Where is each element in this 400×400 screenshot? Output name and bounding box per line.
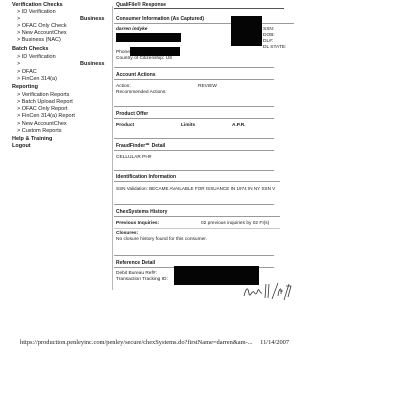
nav-divider [112, 6, 113, 290]
dl-state-label: DL STATE: [263, 45, 287, 50]
product-offer-title: Product Offer [116, 111, 149, 117]
redaction-block [130, 47, 180, 56]
chexsystems-title: ChexSystems History [116, 209, 168, 215]
nav-reporting[interactable]: Reporting [12, 84, 38, 90]
nav-batch-checks[interactable]: Batch Checks [12, 46, 49, 52]
ssn-validation-text: SSN Validation: BECAME AVAILABLE FOR ISSUANCE IN 1974 IN NY SSN V [116, 186, 276, 191]
section-divider [114, 106, 274, 107]
nav-ofac-only-report[interactable]: > OFAC Only Report [17, 106, 68, 112]
nav-ofac-only-check[interactable]: > OFAC Only Check [17, 23, 67, 29]
ssn-label: SSN: [263, 27, 275, 32]
nav-business-arrow: > [17, 16, 21, 22]
nav-fincen-report[interactable]: > FinCen 314(a) Report [17, 113, 75, 119]
section-divider [114, 118, 274, 119]
section-divider [114, 67, 274, 68]
consumer-info-divider [114, 23, 294, 24]
debit-bureau-ref-label: Debit Bureau Ref#: [116, 271, 157, 276]
section-divider [114, 150, 274, 151]
dl-label: DL#: [263, 39, 274, 44]
section-divider [114, 255, 274, 256]
section-divider [114, 138, 274, 139]
page-heading: QualiFile® Response [116, 2, 167, 8]
nav-batch-fincen[interactable]: > FinCen 314(a) [17, 76, 57, 82]
reference-detail-title: Reference Detail [116, 260, 156, 266]
closures-label: Closures: [116, 231, 139, 236]
nav-batch-id-verification[interactable]: > ID Verification [17, 54, 56, 60]
action-label: Action: [116, 84, 131, 89]
previous-inquiries-value: 02 previous inquiries by 02 FI(s) [201, 221, 270, 226]
nav-id-verification[interactable]: > ID Verification [17, 9, 56, 15]
page-url-footer [20, 339, 289, 346]
phone-label: Phone [116, 50, 130, 55]
nav-business-nac[interactable]: > Business (NAC) [17, 37, 61, 43]
redaction-block [231, 16, 262, 46]
nav-business[interactable]: Business [80, 16, 105, 22]
product-column-header: Product [116, 123, 135, 128]
heading-divider [114, 8, 284, 9]
transaction-tracking-label: Transaction Tracking ID: [116, 277, 168, 282]
nav-batch-business-arrow: > [17, 61, 21, 67]
print-date: 11/14/2007 [260, 339, 290, 346]
nav-batch-upload-report[interactable]: > Batch Upload Report [17, 99, 73, 105]
nav-custom-reports[interactable]: > Custom Reports [17, 128, 62, 134]
apr-column-header: A.P.R. [232, 123, 246, 128]
fraudfinder-title: FraudFinder℠ Detail [116, 143, 166, 149]
previous-inquiries-label: Previous Inquiries: [116, 221, 160, 226]
section-divider [114, 181, 280, 182]
recommended-actions-label: Recommended Actions: [116, 90, 167, 95]
nav-new-accountchex[interactable]: > New AccountChex [17, 30, 67, 36]
handwritten-signature-icon [242, 280, 292, 302]
page-url: https://production.penleyinc.com/penley/secure/chexSystems.do?firstName=darren&am-... [20, 339, 253, 346]
closures-value: No closure history found for this consumer. [116, 237, 207, 242]
section-divider [114, 216, 280, 217]
identification-title: Identification Information [116, 174, 176, 180]
section-divider [114, 79, 274, 80]
country-label: Country of Citizenship: US [116, 56, 173, 61]
account-actions-title: Account Actions [116, 72, 156, 78]
consumer-info-title: Consumer Information (As Captured) [116, 16, 205, 22]
row-divider [114, 228, 280, 229]
limits-column-header: Limits [181, 123, 196, 128]
nav-logout[interactable]: Logout [12, 143, 31, 149]
consumer-name: darren indyke [116, 27, 148, 32]
nav-verification-reports[interactable]: > Verification Reports [17, 92, 70, 98]
action-value: REVIEW [198, 84, 217, 89]
nav-new-accountchex-report[interactable]: > New AccountChex [17, 121, 67, 127]
dob-label: DOB: [263, 33, 275, 38]
section-divider [114, 204, 274, 205]
nav-batch-ofac[interactable]: > OFAC [17, 69, 37, 75]
nav-help-training[interactable]: Help & Training [12, 136, 53, 142]
fraudfinder-value: CELLULAR PH# [116, 155, 152, 160]
redaction-block [116, 33, 181, 42]
nav-verification-checks[interactable]: Verification Checks [12, 2, 63, 8]
nav-batch-business[interactable]: Business [80, 61, 105, 67]
section-divider [114, 170, 274, 171]
